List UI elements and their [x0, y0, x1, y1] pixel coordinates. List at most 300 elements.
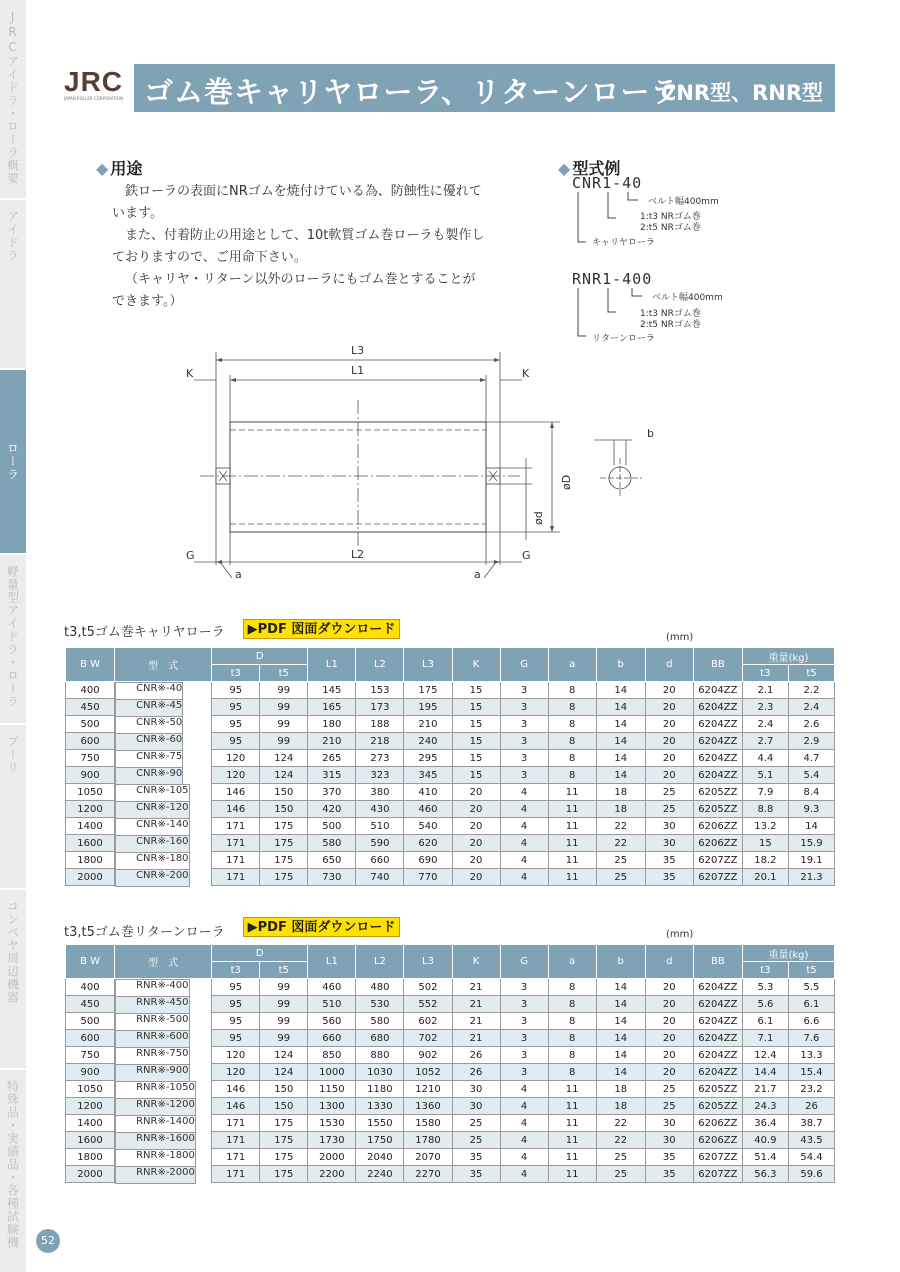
model-example-heading: ◆ 型式例	[558, 159, 621, 178]
table-cell: 4	[500, 818, 548, 835]
table-cell: 20	[645, 750, 693, 767]
table-cell: 11	[548, 818, 596, 835]
table-cell: 460	[308, 979, 356, 996]
table-cell: 15	[452, 699, 500, 716]
table-cell: 95	[212, 979, 260, 996]
table-cell: 38.7	[788, 1115, 834, 1132]
table-cell: 20	[645, 996, 693, 1013]
table-cell: 35	[645, 852, 693, 869]
table-cell: RNR※-2000	[115, 1166, 196, 1184]
table-cell: 21.7	[742, 1081, 788, 1098]
table-cell: 145	[308, 682, 356, 699]
table-cell: 370	[308, 784, 356, 801]
table-cell: 19.1	[788, 852, 834, 869]
return-pdf-download-button[interactable]: ▶PDF 図面ダウンロード	[243, 917, 400, 937]
table-cell: 146	[212, 801, 260, 818]
col-header-l1: L1	[308, 945, 356, 979]
table-cell: 690	[404, 852, 452, 869]
table-cell: 13.2	[742, 818, 788, 835]
table-cell: 11	[548, 1115, 596, 1132]
table-cell: 35	[452, 1166, 500, 1183]
table-cell: 99	[260, 1030, 308, 1047]
table-cell: 600	[66, 1030, 115, 1047]
table-cell: 4	[500, 835, 548, 852]
table-cell: 6207ZZ	[693, 1149, 742, 1166]
side-tab-overview[interactable]: JRCアイドラ・ローラ概要	[0, 0, 26, 200]
col-header-l1: L1	[308, 648, 356, 682]
table-cell: 99	[260, 1013, 308, 1030]
usage-text	[112, 181, 488, 313]
table-cell: 1400	[66, 818, 115, 835]
table-cell: 2270	[404, 1166, 452, 1183]
table-cell: 2.7	[742, 733, 788, 750]
table-cell: 99	[260, 996, 308, 1013]
table-cell: 273	[356, 750, 404, 767]
dim-label-g-right: G	[522, 549, 531, 562]
table-cell: 650	[308, 852, 356, 869]
diamond-bullet-icon: ◆	[96, 159, 109, 178]
table-cell: 25	[452, 1132, 500, 1149]
table-cell: 14	[596, 1064, 645, 1081]
table-cell: 20	[452, 801, 500, 818]
table-cell: 510	[308, 996, 356, 1013]
logo-mark: JRC	[64, 66, 124, 97]
table-cell: CNR※-180	[115, 852, 190, 870]
table-cell: 2.6	[788, 716, 834, 733]
table-cell: 8	[548, 682, 596, 699]
table-cell: 6.1	[742, 1013, 788, 1030]
table-cell: 460	[404, 801, 452, 818]
return-table-body	[66, 979, 835, 1183]
table-cell: 3	[500, 716, 548, 733]
table-cell: 124	[260, 1047, 308, 1064]
rnr-model-code: RNR1-400	[572, 270, 653, 288]
table-cell: 450	[66, 699, 115, 716]
table-cell: 480	[356, 979, 404, 996]
table-cell: 20	[645, 979, 693, 996]
table-cell: 171	[212, 818, 260, 835]
col-header-l3: L3	[404, 648, 452, 682]
table-cell: 20	[452, 784, 500, 801]
table-cell: 6205ZZ	[693, 784, 742, 801]
table-cell: 20.1	[742, 869, 788, 886]
table-cell: 3	[500, 733, 548, 750]
table-cell: 3	[500, 1047, 548, 1064]
table-cell: 295	[404, 750, 452, 767]
side-tab-bar	[0, 0, 26, 1272]
table-cell: 26	[788, 1098, 834, 1115]
col-header-d-t3: t3	[212, 665, 260, 682]
col-header-l2: L2	[356, 648, 404, 682]
table-cell: 173	[356, 699, 404, 716]
table-cell: 265	[308, 750, 356, 767]
carrier-unit-label: (mm)	[666, 632, 694, 643]
table-cell: 36.4	[742, 1115, 788, 1132]
table-cell: 6205ZZ	[693, 1098, 742, 1115]
table-cell: 146	[212, 784, 260, 801]
table-cell: 1052	[404, 1064, 452, 1081]
table-cell: 1360	[404, 1098, 452, 1115]
table-cell: 120	[212, 750, 260, 767]
table-cell: 602	[404, 1013, 452, 1030]
table-cell: 15.9	[788, 835, 834, 852]
table-cell: 1780	[404, 1132, 452, 1149]
table-cell: 14	[596, 1030, 645, 1047]
table-cell: 880	[356, 1047, 404, 1064]
col-header-b: b	[596, 945, 645, 979]
table-cell: 6204ZZ	[693, 996, 742, 1013]
col-header-weight-t5: t5	[788, 962, 834, 979]
usage-heading: ◆ 用途	[96, 159, 143, 178]
table-cell: 8	[548, 1030, 596, 1047]
table-cell: 5.4	[788, 767, 834, 784]
table-cell: 323	[356, 767, 404, 784]
table-cell: 902	[404, 1047, 452, 1064]
carrier-pdf-download-button[interactable]: ▶PDF 図面ダウンロード	[243, 619, 400, 639]
table-cell: 146	[212, 1098, 260, 1115]
side-tab-idler[interactable]: アイドラ	[0, 200, 26, 370]
table-cell: CNR※-40	[115, 682, 183, 700]
table-cell: 14	[596, 750, 645, 767]
col-header-model: 型 式	[115, 648, 212, 682]
col-header-d-t5: t5	[260, 665, 308, 682]
table-cell: 195	[404, 699, 452, 716]
table-cell: 14	[596, 767, 645, 784]
table-cell: 4	[500, 801, 548, 818]
table-cell: 1300	[308, 1098, 356, 1115]
dim-label-l1: L1	[351, 364, 365, 377]
table-cell: 6207ZZ	[693, 869, 742, 886]
table-row	[66, 979, 835, 996]
page-subtitle: CNR型、RNR型	[660, 81, 823, 105]
table-cell: 14.4	[742, 1064, 788, 1081]
table-cell: 171	[212, 1166, 260, 1183]
col-header-l2: L2	[356, 945, 404, 979]
table-cell: 4	[500, 1081, 548, 1098]
company-logo	[64, 66, 124, 110]
table-cell: 3	[500, 699, 548, 716]
table-row	[66, 733, 835, 750]
table-cell: 210	[308, 733, 356, 750]
col-header-l3: L3	[404, 945, 452, 979]
table-cell: 5.5	[788, 979, 834, 996]
col-header-g: G	[500, 648, 548, 682]
table-cell: 1210	[404, 1081, 452, 1098]
table-cell: 850	[308, 1047, 356, 1064]
table-cell: 30	[645, 835, 693, 852]
table-cell: 5.6	[742, 996, 788, 1013]
table-row	[66, 784, 835, 801]
table-cell: 26	[452, 1047, 500, 1064]
table-cell: RNR※-1400	[115, 1115, 196, 1133]
table-cell: CNR※-120	[115, 801, 190, 819]
cnr-roller-type: キャリヤローラ	[592, 238, 655, 248]
side-tab-conveyor-peripherals[interactable]: コンベヤ周辺機器	[0, 890, 26, 1070]
table-cell: 380	[356, 784, 404, 801]
rnr-roller-type: リターンローラ	[592, 334, 655, 344]
table-cell: 4	[500, 1166, 548, 1183]
table-cell: 11	[548, 835, 596, 852]
table-cell: 5.3	[742, 979, 788, 996]
usage-paragraph: また、付着防止の用途として、10t軟質ゴム巻ローラも製作しておりますので、ご用命下さい。	[112, 228, 485, 265]
page-title: ゴム巻キャリヤローラ、リターンローラ	[144, 75, 681, 109]
table-cell: 6204ZZ	[693, 699, 742, 716]
table-cell: 15	[452, 750, 500, 767]
table-cell: RNR※-1200	[115, 1098, 196, 1116]
table-cell: 18.2	[742, 852, 788, 869]
table-cell: 12.4	[742, 1047, 788, 1064]
cnr-model-code: CNR1-40	[572, 174, 643, 192]
table-cell: 6.1	[788, 996, 834, 1013]
carrier-spec-table	[65, 647, 835, 886]
table-cell: CNR※-60	[115, 733, 183, 751]
col-header-weight: 重量(kg)	[742, 945, 834, 962]
table-cell: 218	[356, 733, 404, 750]
table-cell: 20	[645, 682, 693, 699]
table-cell: 120	[212, 767, 260, 784]
table-cell: 20	[452, 818, 500, 835]
side-tab-roller[interactable]: ローラ	[0, 370, 26, 555]
cnr-belt-width: ベルト幅400mm	[648, 197, 719, 207]
table-cell: 6204ZZ	[693, 1047, 742, 1064]
col-header-weight-t3: t3	[742, 665, 788, 682]
table-cell: 1400	[66, 1115, 115, 1132]
table-cell: 4	[500, 1132, 548, 1149]
table-row	[66, 1115, 835, 1132]
table-row	[66, 699, 835, 716]
table-cell: 13.3	[788, 1047, 834, 1064]
table-cell: 9.3	[788, 801, 834, 818]
table-cell: 6206ZZ	[693, 835, 742, 852]
table-cell: 35	[645, 869, 693, 886]
table-cell: 750	[66, 1047, 115, 1064]
usage-paragraph: 鉄ローラの表面にNRゴムを焼付けている為、防蝕性に優れています。	[112, 184, 482, 221]
table-cell: 20	[645, 1047, 693, 1064]
table-cell: 530	[356, 996, 404, 1013]
col-header-weight: 重量(kg)	[742, 648, 834, 665]
table-cell: 6206ZZ	[693, 818, 742, 835]
table-cell: 430	[356, 801, 404, 818]
table-cell: 1050	[66, 1081, 115, 1098]
table-cell: 171	[212, 852, 260, 869]
dim-label-phi-small-d: ød	[532, 511, 545, 525]
table-cell: 1600	[66, 835, 115, 852]
table-cell: 502	[404, 979, 452, 996]
table-cell: 4	[500, 1115, 548, 1132]
table-cell: 95	[212, 733, 260, 750]
table-cell: 6207ZZ	[693, 1166, 742, 1183]
return-table-caption: t3,t5ゴム巻リターンローラ	[64, 925, 225, 940]
table-cell: 1050	[66, 784, 115, 801]
table-cell: 14	[596, 699, 645, 716]
table-cell: 171	[212, 1149, 260, 1166]
table-cell: 14	[596, 1013, 645, 1030]
table-cell: 21	[452, 996, 500, 1013]
table-cell: 2.1	[742, 682, 788, 699]
table-cell: 175	[260, 1166, 308, 1183]
table-row	[66, 1081, 835, 1098]
table-cell: 702	[404, 1030, 452, 1047]
dim-label-a-left: a	[235, 568, 242, 581]
table-cell: 590	[356, 835, 404, 852]
table-cell: 14	[788, 818, 834, 835]
col-header-model: 型 式	[115, 945, 212, 979]
table-cell: 153	[356, 682, 404, 699]
table-cell: 11	[548, 1166, 596, 1183]
table-cell: 14	[596, 979, 645, 996]
table-cell: 660	[308, 1030, 356, 1047]
table-cell: 4	[500, 1098, 548, 1115]
table-cell: 25	[452, 1115, 500, 1132]
table-cell: 40.9	[742, 1132, 788, 1149]
table-cell: 6207ZZ	[693, 852, 742, 869]
table-cell: CNR※-45	[115, 699, 183, 717]
table-cell: RNR※-900	[115, 1064, 189, 1082]
table-cell: 4.7	[788, 750, 834, 767]
rnr-belt-width: ベルト幅400mm	[652, 293, 723, 303]
dim-label-a-right: a	[474, 568, 481, 581]
table-cell: RNR※-1050	[115, 1081, 196, 1099]
table-cell: 620	[404, 835, 452, 852]
table-cell: 11	[548, 852, 596, 869]
side-tab-light-idler[interactable]: 軽量型アイドラ・ローラ	[0, 555, 26, 725]
table-cell: 420	[308, 801, 356, 818]
dim-label-l3: L3	[351, 344, 365, 357]
table-cell: 1580	[404, 1115, 452, 1132]
table-cell: 171	[212, 1115, 260, 1132]
col-header-d-t3: t3	[212, 962, 260, 979]
table-cell: 552	[404, 996, 452, 1013]
table-cell: 175	[260, 835, 308, 852]
table-cell: 18	[596, 1081, 645, 1098]
table-cell: 4	[500, 1149, 548, 1166]
table-cell: 2.9	[788, 733, 834, 750]
table-cell: 900	[66, 767, 115, 784]
table-cell: 14	[596, 733, 645, 750]
table-cell: 20	[645, 716, 693, 733]
table-row	[66, 869, 835, 886]
col-header-bb: BB	[693, 945, 742, 979]
table-cell: 680	[356, 1030, 404, 1047]
table-cell: RNR※-500	[115, 1013, 189, 1031]
table-cell: 4	[500, 784, 548, 801]
side-tab-pulley[interactable]: プーリ	[0, 725, 26, 890]
table-cell: 11	[548, 784, 596, 801]
table-cell: 5.1	[742, 767, 788, 784]
table-cell: 740	[356, 869, 404, 886]
table-cell: RNR※-750	[115, 1047, 189, 1065]
table-cell: 6204ZZ	[693, 1064, 742, 1081]
table-cell: 20	[645, 699, 693, 716]
rnr-rubber-option-1: 1:t3 NRゴム巻	[640, 309, 701, 319]
cnr-rubber-option-1: 1:t3 NRゴム巻	[640, 212, 701, 222]
table-cell: 580	[356, 1013, 404, 1030]
table-cell: 8	[548, 979, 596, 996]
table-cell: 6205ZZ	[693, 1081, 742, 1098]
table-cell: 6204ZZ	[693, 979, 742, 996]
table-row	[66, 801, 835, 818]
table-cell: 25	[645, 1098, 693, 1115]
table-cell: 3	[500, 1013, 548, 1030]
table-cell: RNR※-600	[115, 1030, 189, 1048]
table-cell: CNR※-90	[115, 767, 183, 785]
col-header-bw: B W	[66, 648, 115, 682]
table-cell: 1800	[66, 852, 115, 869]
col-header-g: G	[500, 945, 548, 979]
table-cell: 165	[308, 699, 356, 716]
table-cell: 1200	[66, 1098, 115, 1115]
table-cell: 11	[548, 869, 596, 886]
table-cell: 20	[645, 1064, 693, 1081]
table-cell: 25	[596, 1149, 645, 1166]
page-number: 52	[36, 1229, 60, 1253]
table-cell: 175	[260, 869, 308, 886]
table-cell: 730	[308, 869, 356, 886]
table-cell: 4	[500, 852, 548, 869]
col-header-d-t5: t5	[260, 962, 308, 979]
table-cell: 188	[356, 716, 404, 733]
col-header-b: b	[596, 648, 645, 682]
table-cell: 11	[548, 801, 596, 818]
table-cell: 20	[645, 1030, 693, 1047]
logo-subtext: JAPAN ROLLER CORPORATION	[64, 96, 124, 101]
table-cell: 21	[452, 979, 500, 996]
table-cell: 2000	[66, 1166, 115, 1183]
table-cell: 11	[548, 1149, 596, 1166]
table-cell: 8	[548, 767, 596, 784]
table-cell: 15	[452, 716, 500, 733]
dim-label-b: b	[647, 427, 654, 440]
table-cell: 175	[260, 1132, 308, 1149]
table-cell: 8	[548, 716, 596, 733]
table-cell: 171	[212, 1132, 260, 1149]
table-cell: 15	[452, 682, 500, 699]
table-cell: 2200	[308, 1166, 356, 1183]
table-cell: 1330	[356, 1098, 404, 1115]
table-cell: 8.4	[788, 784, 834, 801]
table-cell: CNR※-75	[115, 750, 183, 768]
col-header-d: D	[212, 945, 308, 962]
table-cell: 3	[500, 750, 548, 767]
table-cell: 120	[212, 1064, 260, 1081]
table-row	[66, 1013, 835, 1030]
table-cell: 35	[452, 1149, 500, 1166]
table-cell: 4.4	[742, 750, 788, 767]
col-header-bw: B W	[66, 945, 115, 979]
table-cell: 210	[404, 716, 452, 733]
table-cell: 6204ZZ	[693, 682, 742, 699]
col-header-a: a	[548, 648, 596, 682]
table-cell: 3	[500, 1030, 548, 1047]
table-cell: 1550	[356, 1115, 404, 1132]
table-cell: 20	[452, 835, 500, 852]
table-cell: 6204ZZ	[693, 716, 742, 733]
table-cell: 18	[596, 801, 645, 818]
side-tab-special[interactable]: 特殊品・実績品・各種試験機	[0, 1070, 26, 1272]
table-cell: 500	[66, 716, 115, 733]
table-cell: 11	[548, 1098, 596, 1115]
table-cell: 59.6	[788, 1166, 834, 1183]
table-cell: 14	[596, 682, 645, 699]
table-cell: 150	[260, 1081, 308, 1098]
table-cell: 540	[404, 818, 452, 835]
table-row	[66, 1047, 835, 1064]
table-cell: 6204ZZ	[693, 733, 742, 750]
table-cell: RNR※-450	[115, 996, 189, 1014]
table-cell: CNR※-200	[115, 869, 190, 887]
table-cell: 15.4	[788, 1064, 834, 1081]
table-cell: 2070	[404, 1149, 452, 1166]
